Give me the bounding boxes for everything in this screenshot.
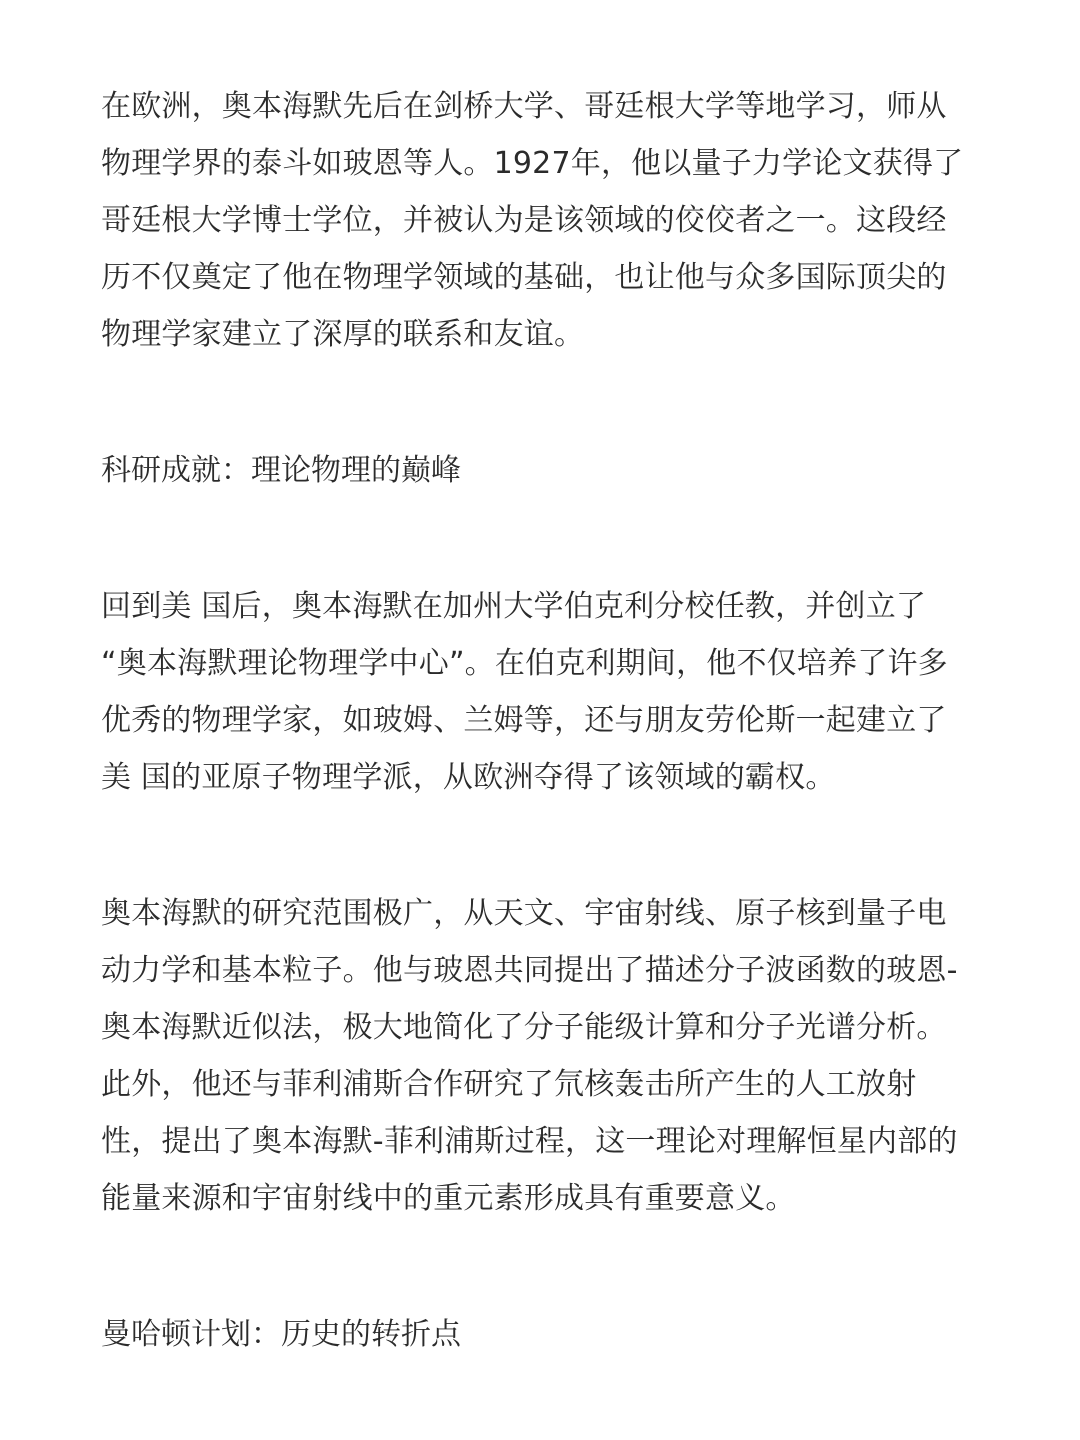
paragraph-line: 哥廷根大学博士学位，并被认为是该领域的佼佼者之一。这段经 <box>101 203 947 238</box>
paragraph-line: 优秀的物理学家，如玻姆、兰姆等，还与朋友劳伦斯一起建立了 <box>101 703 947 738</box>
paragraph-research-scope <box>101 885 981 1227</box>
paragraph-line: “奥本海默理论物理学中心”。在伯克利期间，他不仅培养了许多 <box>101 646 948 681</box>
paragraph-line: 此外，他还与菲利浦斯合作研究了氘核轰击所产生的人工放射 <box>101 1067 917 1102</box>
paragraph-line: 物理学家建立了深厚的联系和友谊。 <box>101 317 585 352</box>
paragraph-line: 在欧洲，奥本海默先后在剑桥大学、哥廷根大学等地学习，师从 <box>101 89 947 124</box>
paragraph-europe-study <box>101 78 981 363</box>
paragraph-berkeley <box>101 578 981 806</box>
paragraph-line: 回到美 国后，奥本海默在加州大学伯克利分校任教，并创立了 <box>101 589 927 624</box>
paragraph-line: 美 国的亚原子物理学派，从欧洲夺得了该领域的霸权。 <box>101 760 836 795</box>
paragraph-line: 历不仅奠定了他在物理学领域的基础，也让他与众多国际顶尖的 <box>101 260 947 295</box>
article-body <box>101 78 981 1363</box>
paragraph-line: 物理学界的泰斗如玻恩等人。1927年，他以量子力学论文获得了 <box>101 146 964 181</box>
paragraph-line: 动力学和基本粒子。他与玻恩共同提出了描述分子波函数的玻恩- <box>101 953 958 988</box>
paragraph-line: 奥本海默近似法，极大地简化了分子能级计算和分子光谱分析。 <box>101 1010 947 1045</box>
paragraph-line: 性，提出了奥本海默-菲利浦斯过程，这一理论对理解恒星内部的 <box>101 1124 958 1159</box>
section-heading-research: 科研成就：理论物理的巅峰 <box>101 453 461 488</box>
paragraph-line: 奥本海默的研究范围极广，从天文、宇宙射线、原子核到量子电 <box>101 896 947 931</box>
paragraph-line: 能量来源和宇宙射线中的重元素形成具有重要意义。 <box>101 1181 796 1216</box>
section-heading-manhattan: 曼哈顿计划：历史的转折点 <box>101 1317 461 1352</box>
